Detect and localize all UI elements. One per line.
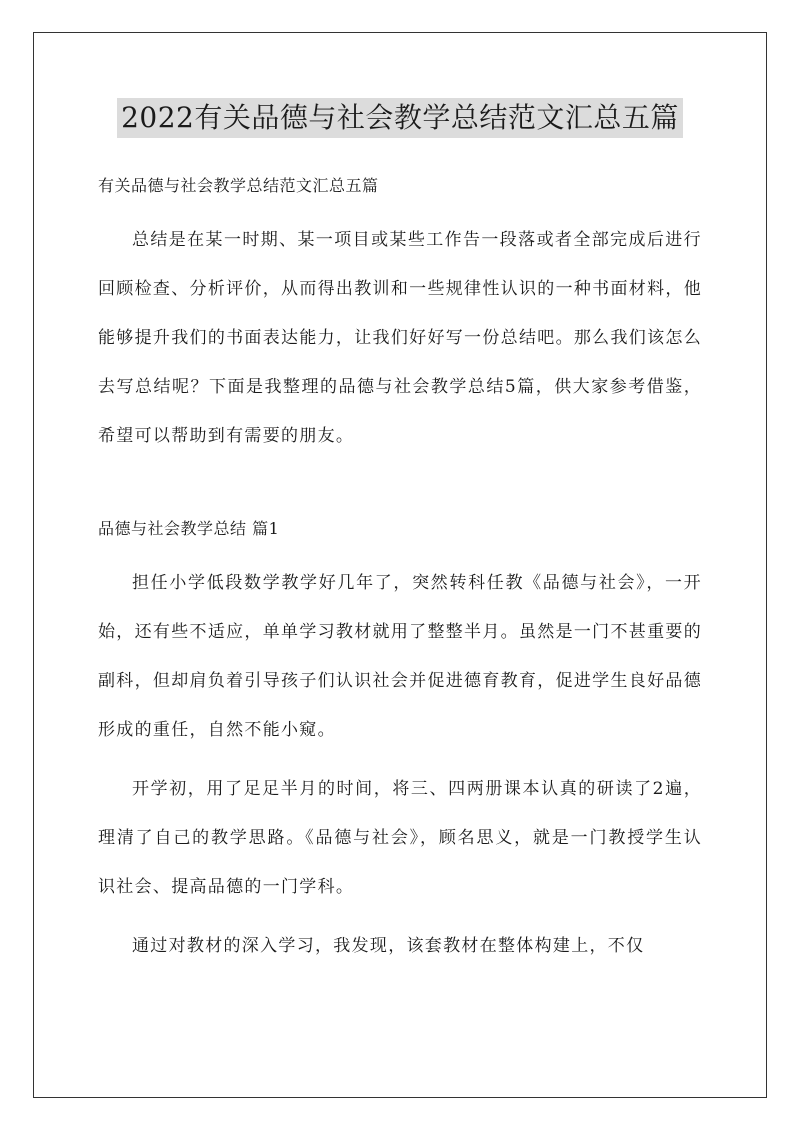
body-paragraph: 通过对教材的深入学习，我发现，该套教材在整体构建上，不仅 <box>132 936 645 956</box>
body-paragraph: 开学初，用了足足半月的时间，将三、四两册课本认真的研读了2遍，理清了自己的教学思路。《品德与社会》，顾名思义，就是一门教授学生认识社会、提高品德的一门学科。 <box>98 779 702 897</box>
document-body <box>98 166 702 971</box>
intro-paragraph: 总结是在某一时期、某一项目或某些工作告一段落或者全部完成后进行回顾检查、分析评价，从而得出教训和一些规律性认识的一种书面材料，他能够提升我们的书面表达能力，让我们好好写一份总结吧。那么我们该怎么去写总结呢？下面是我整理的品德与社会教学总结5篇，供大家参考借鉴，希望可以帮助到有需要的朋友。 <box>98 230 702 446</box>
document-title <box>0 98 800 138</box>
document-subtitle: 有关品德与社会教学总结范文汇总五篇 <box>98 176 379 195</box>
document-title-text: 2022有关品德与社会教学总结范文汇总五篇 <box>117 98 683 138</box>
body-paragraph: 担任小学低段数学教学好几年了，突然转科任教《品德与社会》，一开始，还有些不适应，单单学习教材就用了整整半月。虽然是一门不甚重要的副科，但却肩负着引导孩子们认识社会并促进德育教育，促进学生良好品德形成的重任，自然不能小窥。 <box>98 573 702 740</box>
section-heading: 品德与社会教学总结 篇1 <box>98 519 280 538</box>
